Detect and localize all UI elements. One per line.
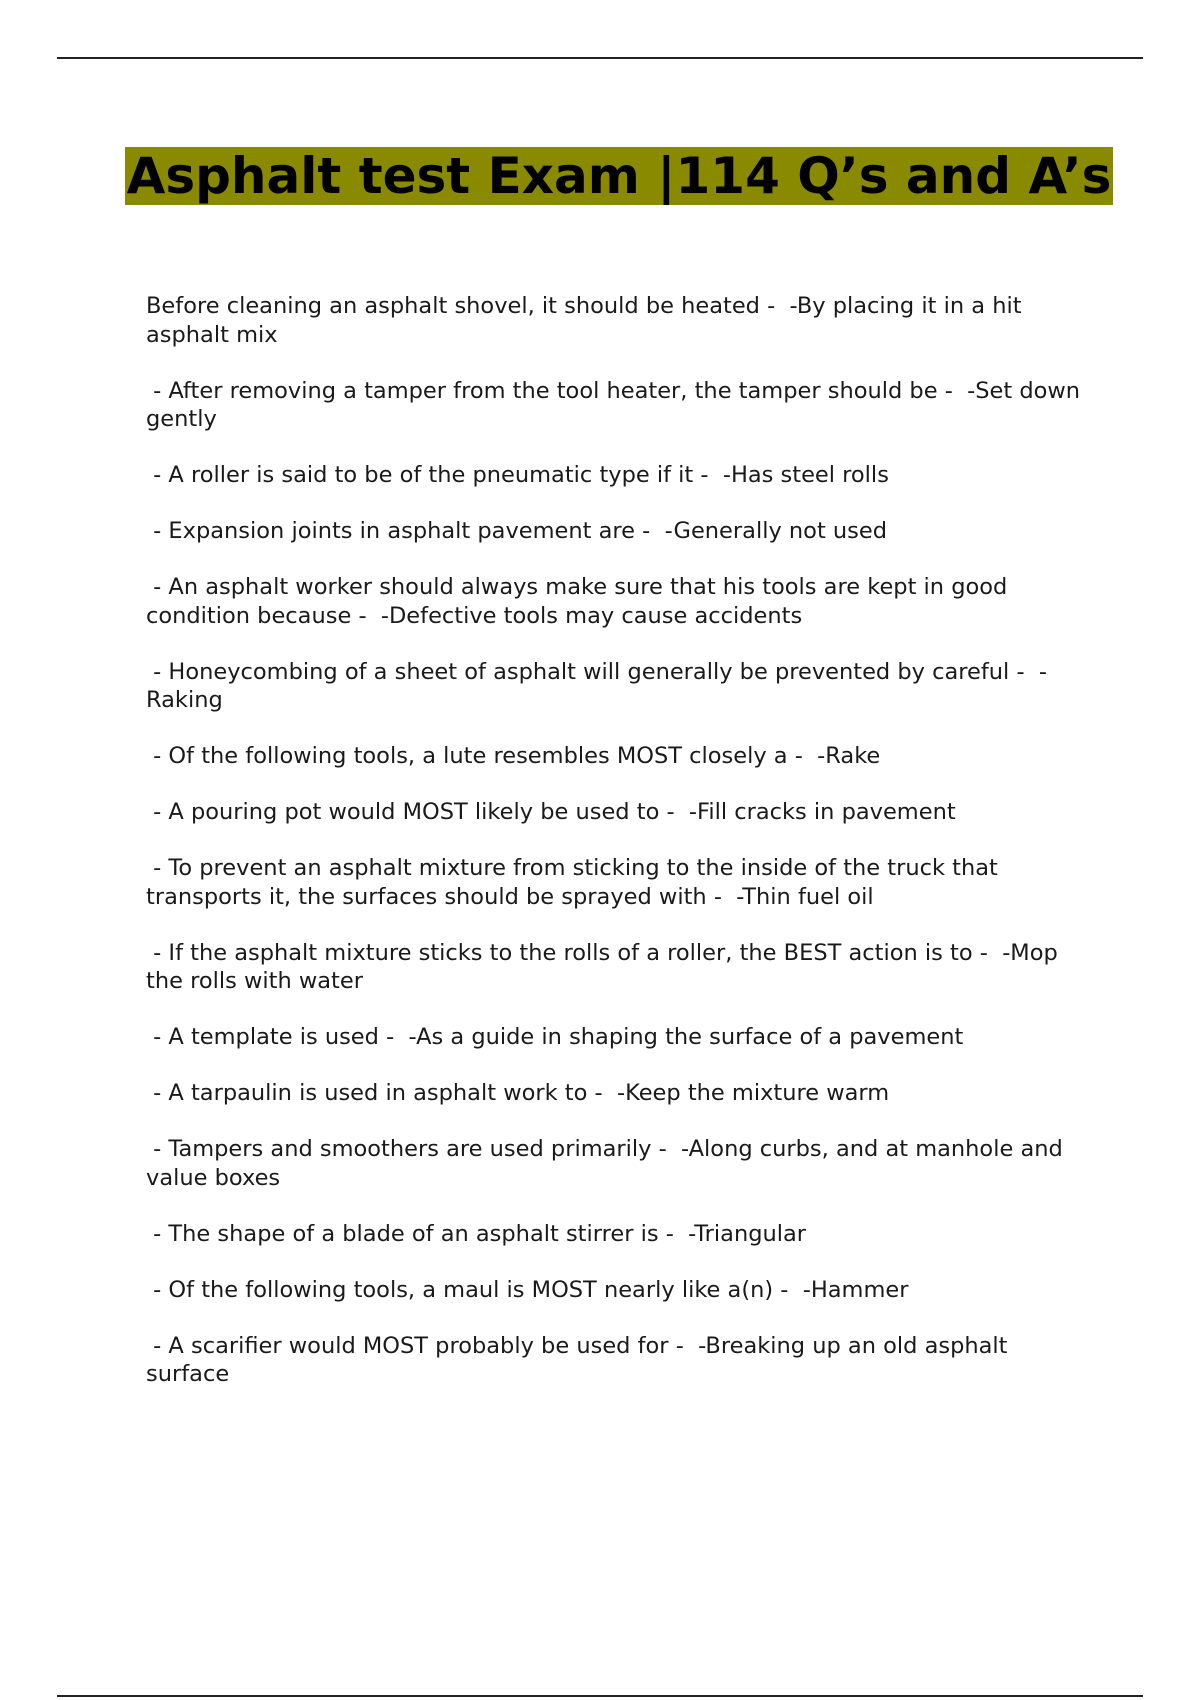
top-rule <box>57 57 1143 59</box>
qa-list <box>146 292 1096 1416</box>
qa-item: - If the asphalt mixture sticks to the rolls of a roller, the BEST action is to - -Mop the rolls with water <box>146 939 1065 994</box>
qa-item: - A pouring pot would MOST likely be used to - -Fill cracks in pavement <box>146 799 956 825</box>
qa-item: - Of the following tools, a lute resembles MOST closely a - -Rake <box>146 743 881 769</box>
qa-item: - The shape of a blade of an asphalt stirrer is - -Triangular <box>146 1220 807 1247</box>
qa-item: - To prevent an asphalt mixture from sticking to the inside of the truck that transports it, the surfaces should be sprayed with - -Thin fuel oil <box>146 855 1006 910</box>
qa-item: - Tampers and smoothers are used primarily - -Along curbs, and at manhole and value boxes <box>146 1136 1070 1191</box>
qa-item: - A template is used - -As a guide in shaping the surface of a pavement <box>146 1024 964 1050</box>
qa-item: - Of the following tools, a maul is MOST nearly like a(n) - -Hammer <box>146 1276 909 1303</box>
qa-item: - After removing a tamper from the tool heater, the tamper should be - -Set down gently <box>146 377 1088 432</box>
qa-item: Before cleaning an asphalt shovel, it should be heated - -By placing it in a hit asphalt mix <box>146 293 1029 348</box>
qa-item: - A roller is said to be of the pneumatic type if it - -Has steel rolls <box>146 462 889 488</box>
qa-item: - An asphalt worker should always make sure that his tools are kept in good condition because - -Defective tools may cause accidents <box>146 574 1015 629</box>
qa-item: - Honeycombing of a sheet of asphalt will generally be prevented by careful - -Raking <box>146 658 1047 713</box>
qa-item: - Expansion joints in asphalt pavement are - -Generally not used <box>146 518 888 544</box>
qa-item: - A tarpaulin is used in asphalt work to - -Keep the mixture warm <box>146 1080 890 1106</box>
bottom-rule <box>57 1695 1143 1697</box>
document-title: Asphalt test Exam |114 Q’s and A’s <box>126 147 1112 205</box>
title-block <box>120 146 1118 206</box>
qa-item: - A scarifier would MOST probably be used for - -Breaking up an old asphalt surface <box>146 1332 1015 1387</box>
